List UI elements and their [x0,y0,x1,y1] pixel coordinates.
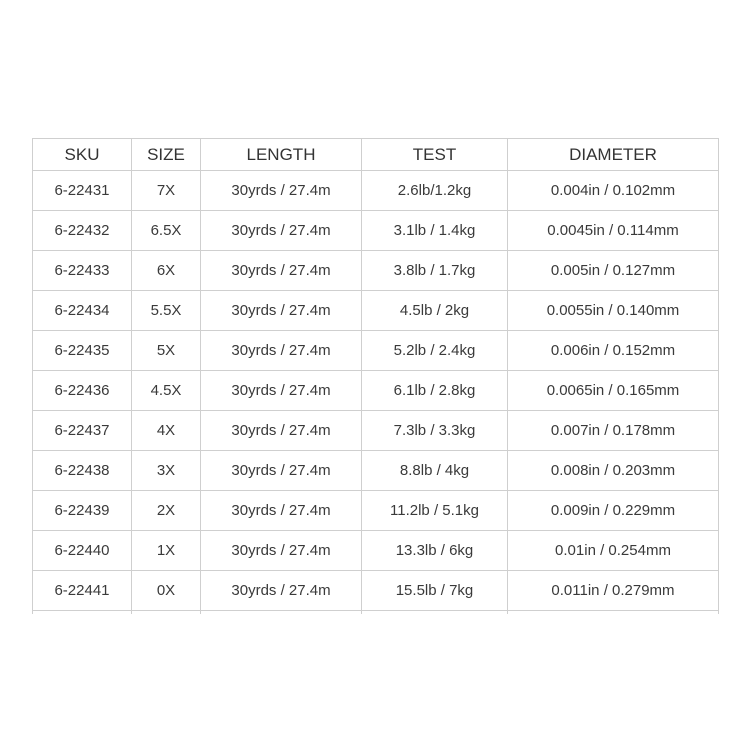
cell-sku: 6-22439 [33,491,132,531]
cell-empty [132,611,201,615]
table-row [33,531,719,571]
table-row [33,291,719,331]
header-length: LENGTH [201,139,362,171]
cell-sku: 6-22441 [33,571,132,611]
cell-empty [201,611,362,615]
cell-length: 30yrds / 27.4m [201,291,362,331]
cell-sku: 6-22435 [33,331,132,371]
cell-test: 15.5lb / 7kg [362,571,508,611]
cell-sku: 6-22438 [33,451,132,491]
cell-test: 5.2lb / 2.4kg [362,331,508,371]
cell-diameter: 0.01in / 0.254mm [508,531,719,571]
cell-size: 2X [132,491,201,531]
header-diameter: DIAMETER [508,139,719,171]
cell-length: 30yrds / 27.4m [201,211,362,251]
cell-sku: 6-22437 [33,411,132,451]
cell-size: 4X [132,411,201,451]
cell-length: 30yrds / 27.4m [201,251,362,291]
cell-sku: 6-22434 [33,291,132,331]
cell-sku: 6-22436 [33,371,132,411]
spec-table-container [32,138,719,614]
table-row [33,571,719,611]
table-header-row [33,139,719,171]
cell-empty [508,611,719,615]
table-row [33,451,719,491]
table-row [33,331,719,371]
cell-diameter: 0.005in / 0.127mm [508,251,719,291]
cell-diameter: 0.0045in / 0.114mm [508,211,719,251]
cell-size: 7X [132,171,201,211]
cell-size: 5.5X [132,291,201,331]
cell-sku: 6-22433 [33,251,132,291]
cell-size: 3X [132,451,201,491]
cell-test: 7.3lb / 3.3kg [362,411,508,451]
cell-diameter: 0.009in / 0.229mm [508,491,719,531]
cell-diameter: 0.008in / 0.203mm [508,451,719,491]
cell-length: 30yrds / 27.4m [201,491,362,531]
cell-size: 1X [132,531,201,571]
table-row-cutoff [33,611,719,615]
table-row [33,211,719,251]
cell-empty [33,611,132,615]
cell-diameter: 0.011in / 0.279mm [508,571,719,611]
cell-diameter: 0.0055in / 0.140mm [508,291,719,331]
cell-length: 30yrds / 27.4m [201,171,362,211]
cell-size: 0X [132,571,201,611]
cell-test: 6.1lb / 2.8kg [362,371,508,411]
cell-test: 3.8lb / 1.7kg [362,251,508,291]
spec-table [32,138,719,614]
cell-length: 30yrds / 27.4m [201,451,362,491]
table-row [33,411,719,451]
cell-diameter: 0.0065in / 0.165mm [508,371,719,411]
cell-sku: 6-22431 [33,171,132,211]
cell-size: 4.5X [132,371,201,411]
table-row [33,491,719,531]
cell-sku: 6-22432 [33,211,132,251]
cell-length: 30yrds / 27.4m [201,331,362,371]
cell-length: 30yrds / 27.4m [201,531,362,571]
cell-test: 4.5lb / 2kg [362,291,508,331]
cell-sku: 6-22440 [33,531,132,571]
cell-size: 6.5X [132,211,201,251]
cell-test: 11.2lb / 5.1kg [362,491,508,531]
cell-diameter: 0.006in / 0.152mm [508,331,719,371]
cell-test: 8.8lb / 4kg [362,451,508,491]
cell-size: 6X [132,251,201,291]
table-row [33,171,719,211]
header-test: TEST [362,139,508,171]
table-row [33,371,719,411]
cell-length: 30yrds / 27.4m [201,371,362,411]
cell-test: 3.1lb / 1.4kg [362,211,508,251]
cell-test: 13.3lb / 6kg [362,531,508,571]
cell-size: 5X [132,331,201,371]
cell-length: 30yrds / 27.4m [201,571,362,611]
cell-length: 30yrds / 27.4m [201,411,362,451]
header-sku: SKU [33,139,132,171]
cell-test: 2.6lb/1.2kg [362,171,508,211]
table-row [33,251,719,291]
cell-diameter: 0.007in / 0.178mm [508,411,719,451]
cell-empty [362,611,508,615]
cell-diameter: 0.004in / 0.102mm [508,171,719,211]
header-size: SIZE [132,139,201,171]
